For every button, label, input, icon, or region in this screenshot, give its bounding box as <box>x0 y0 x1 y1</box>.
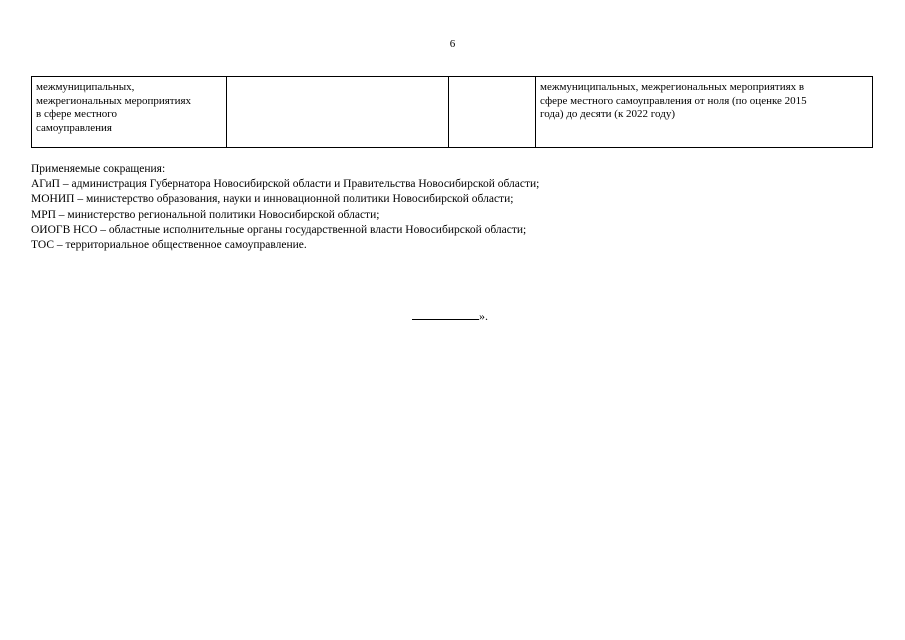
cell-line: межмуниципальных, межрегиональных мероприятиях в <box>540 81 805 93</box>
table-row <box>32 77 873 148</box>
table-cell-empty <box>449 77 536 148</box>
cell-line: межрегиональных мероприятиях <box>36 94 192 107</box>
closing-quote: ». <box>479 309 488 323</box>
measures-table <box>31 76 873 148</box>
abbreviation-item: МОНИП – министерство образования, науки и инновационной политики Новосибирской области; <box>31 193 514 206</box>
abbreviation-item: МРП – министерство региональной политики Новосибирской области; <box>31 208 380 221</box>
table-cell-empty <box>227 77 449 148</box>
cell-line: самоуправления <box>36 121 112 134</box>
abbreviation-item: ОИОГВ НСО – областные исполнительные органы государственной власти Новосибирской области; <box>31 223 527 236</box>
table-cell-indicator-name <box>32 77 227 148</box>
abbreviation-item: АГиП – администрация Губернатора Новосибирской области и Правительства Новосибирской области; <box>31 178 540 191</box>
page-number: 6 <box>449 38 456 50</box>
cell-line: в сфере местного <box>36 108 118 120</box>
abbreviations-section <box>31 162 539 253</box>
table-cell-result <box>536 77 873 148</box>
abbreviation-item: ТОС – территориальное общественное самоуправление. <box>31 239 307 252</box>
cell-line: года) до десяти (к 2022 году) <box>540 108 675 120</box>
abbreviations-heading: Применяемые сокращения: <box>31 163 166 175</box>
closing-mark <box>412 307 488 324</box>
cell-line: сфере местного самоуправления от ноля (по оценке 2015 <box>540 94 807 107</box>
signature-line <box>412 307 479 320</box>
cell-line: межмуниципальных, <box>36 81 135 93</box>
